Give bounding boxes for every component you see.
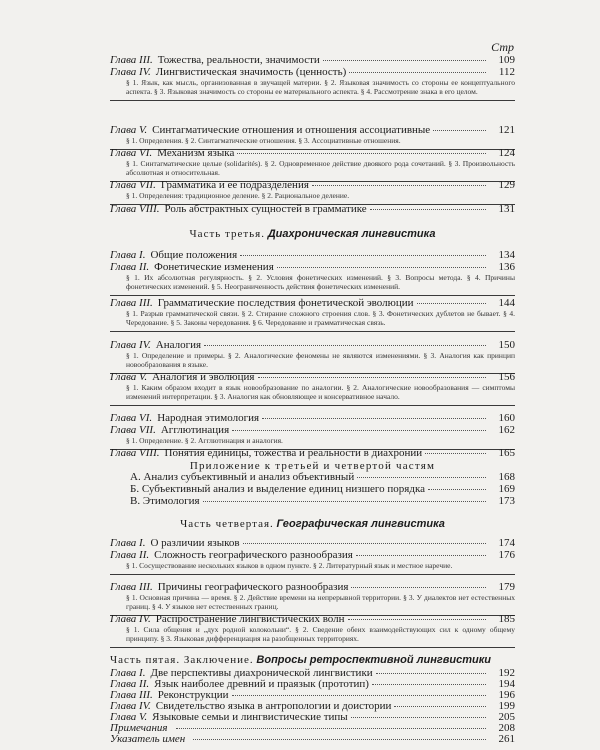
page-number: 165 xyxy=(498,447,515,459)
toc-entry xyxy=(110,538,515,549)
section-list: § 1. Синтагматические целые (solidarités). § 2. Одновременное действие двоякого рода сочетаний. § 3. Произвольность абсолютная и относительная. xyxy=(126,159,515,177)
page-number: 131 xyxy=(498,203,515,215)
toc-entry xyxy=(110,712,515,723)
part-heading xyxy=(110,654,515,666)
page-number: 124 xyxy=(498,147,515,159)
chapter-title: Аналогия xyxy=(155,339,202,351)
chapter-title: Язык наиболее древний и праязык (прототип) xyxy=(154,678,369,690)
leader-dots xyxy=(232,695,486,696)
leader-dots xyxy=(428,489,486,490)
toc-entry xyxy=(110,204,515,215)
page-number: 173 xyxy=(498,495,515,507)
leader-dots xyxy=(372,684,486,685)
leader-dots xyxy=(312,185,486,186)
leader-dots xyxy=(323,60,486,61)
chapter-title: Распространение лингвистических волн xyxy=(155,613,345,625)
toc-entry xyxy=(110,180,515,205)
chapter-label: Глава II. xyxy=(110,678,150,690)
appendix-item-title: В. Этимология xyxy=(130,495,200,507)
part-label: Часть пятая. Заключение. xyxy=(110,654,254,666)
leader-dots xyxy=(277,267,486,268)
chapter-title: Роль абстрактных сущностей в грамматике xyxy=(164,203,367,215)
chapter-label: Глава VI. xyxy=(110,412,153,424)
page-number: 134 xyxy=(498,249,515,261)
chapter-label: Глава VII. xyxy=(110,179,156,191)
part-label: Часть третья. xyxy=(189,228,265,240)
divider xyxy=(110,647,515,648)
chapter-title: Агглютинация xyxy=(160,424,230,436)
chapter-label: Глава IV. xyxy=(110,66,151,78)
part-title: Диахроническая лингвистика xyxy=(267,228,436,240)
chapter-label: Глава I. xyxy=(110,667,146,679)
part-title: Вопросы ретроспективной лингвистики xyxy=(256,654,492,666)
chapter-title: Сложность географического разнообразия xyxy=(154,549,353,561)
chapter-label: Примечания xyxy=(110,722,168,734)
chapter-label: Глава III. xyxy=(110,54,153,66)
part-heading xyxy=(110,228,515,240)
page-number: 176 xyxy=(498,549,515,561)
toc-entry xyxy=(110,148,515,182)
section-list: § 1. Определения: традиционное деление. § 2. Рациональное деление. xyxy=(126,191,350,200)
part-heading xyxy=(110,518,515,530)
chapter-label: Глава III. xyxy=(110,689,153,701)
section-list: § 1. Каким образом входит в язык новообразование по аналогии. § 2. Аналогические новообразования — симптомы изменений интерпретации. § 3. Аналогия как обновляющее и консервативное начало. xyxy=(126,383,515,401)
leader-dots xyxy=(232,430,486,431)
appendix-item-title: А. Анализ субъективный и анализ объективный xyxy=(130,471,355,483)
leader-dots xyxy=(237,153,486,154)
page-number: 136 xyxy=(498,261,515,273)
leader-dots xyxy=(193,739,486,740)
divider xyxy=(110,100,515,101)
chapter-label: Глава V. xyxy=(110,711,148,723)
page-number: 194 xyxy=(498,678,515,690)
leader-dots xyxy=(394,706,486,707)
divider xyxy=(110,574,515,575)
leader-dots xyxy=(348,619,486,620)
chapter-label: Глава II. xyxy=(110,549,150,561)
divider xyxy=(110,331,515,332)
chapter-title: Тожества, реальности, значимости xyxy=(157,54,320,66)
chapter-title: Причины географического разнообразия xyxy=(157,581,349,593)
section-list: § 1. Сосуществование нескольких языков в одном пункте. § 2. Литературный язык и местное наречие. xyxy=(126,561,453,570)
toc-entry xyxy=(110,614,515,648)
page-number: 156 xyxy=(498,371,515,383)
chapter-label: Глава VIII. xyxy=(110,203,160,215)
chapter-title: Народная этимология xyxy=(157,412,260,424)
toc-entry xyxy=(110,340,515,374)
section-list: § 1. Определение. § 2. Агглютинация и аналогия. xyxy=(126,436,283,445)
chapter-title: Реконструкции xyxy=(157,689,229,701)
chapter-label: Глава VII. xyxy=(110,424,156,436)
leader-dots xyxy=(357,477,486,478)
leader-dots xyxy=(425,453,486,454)
page-number: 150 xyxy=(498,339,515,351)
leader-dots xyxy=(433,130,486,131)
chapter-title: Грамматические последствия фонетической эволюции xyxy=(157,297,414,309)
chapter-label: Глава III. xyxy=(110,581,153,593)
leader-dots xyxy=(176,728,486,729)
toc-entry xyxy=(110,67,515,101)
chapter-label: Глава V. xyxy=(110,124,148,136)
chapter-label: Глава I. xyxy=(110,249,146,261)
page-number: 121 xyxy=(498,124,515,136)
page-number: 168 xyxy=(498,471,515,483)
leader-dots xyxy=(351,717,486,718)
chapter-label: Глава V. xyxy=(110,371,148,383)
toc-entry xyxy=(110,298,515,332)
page-number: 199 xyxy=(498,700,515,712)
leader-dots xyxy=(376,673,486,674)
page-number: 196 xyxy=(498,689,515,701)
chapter-label: Глава IV. xyxy=(110,700,151,712)
section-list: § 1. Сила общения и „дух родной колокольни“. § 2. Сведение обеих взаимодействующих сил к одному общему принципу. § 3. Языковая дифференциация на разобщенных территориях. xyxy=(126,625,515,643)
chapter-title: Две перспективы диахронической лингвистики xyxy=(150,667,373,679)
leader-dots xyxy=(349,72,486,73)
leader-dots xyxy=(203,501,486,502)
chapter-title: Механизм языка xyxy=(157,147,235,159)
chapter-title: Грамматика и ее подразделения xyxy=(160,179,309,191)
leader-dots xyxy=(240,255,486,256)
appendix-item xyxy=(130,484,515,495)
chapter-title: Фонетические изменения xyxy=(154,261,274,273)
page-number: 109 xyxy=(498,54,515,66)
divider xyxy=(110,405,515,406)
page-number: 129 xyxy=(498,179,515,191)
section-list: § 1. Язык, как мысль, организованная в звучащей материи. § 2. Языковая значимость со стороны ее концептуального аспекта. § 3. Языковая значимость со стороны ее материального аспекта. § 4. Рассмотрение знака в его целом. xyxy=(126,78,515,96)
section-list: § 1. Основная причина — время. § 2. Действие времени на непрерывной территории. § 3. У диалектов нет естественных границ. § 4. У языков нет естественных границ. xyxy=(126,593,515,611)
divider xyxy=(110,295,515,296)
chapter-label: Указатель имен xyxy=(110,733,186,745)
leader-dots xyxy=(351,587,486,588)
page-number: 208 xyxy=(498,722,515,734)
section-list: § 1. Определения. § 2. Синтагматические отношения. § 3. Ассоциативные отношения. xyxy=(126,136,401,145)
part-title: Географическая лингвистика xyxy=(276,518,445,530)
toc-entry xyxy=(110,55,515,66)
page-number: 174 xyxy=(498,537,515,549)
page-number: 205 xyxy=(498,711,515,723)
page-column-label: Стр xyxy=(491,40,514,54)
leader-dots xyxy=(243,543,486,544)
page-number: 179 xyxy=(498,581,515,593)
toc-entry xyxy=(110,372,515,406)
chapter-label: Глава II. xyxy=(110,261,150,273)
chapter-label: Глава IV. xyxy=(110,613,151,625)
page-number: 185 xyxy=(498,613,515,625)
appendix-heading: Приложение к третьей и четвертой частям xyxy=(189,460,436,472)
chapter-title: Аналогия и эволюция xyxy=(152,371,255,383)
chapter-label: Глава I. xyxy=(110,537,146,549)
chapter-title: Лингвистическая значимость (ценность) xyxy=(155,66,347,78)
page-number: 112 xyxy=(498,66,515,78)
chapter-title: Свидетельство языка в антропологии и доистории xyxy=(155,700,392,712)
leader-dots xyxy=(356,555,486,556)
toc-entry xyxy=(110,734,515,745)
leader-dots xyxy=(262,418,486,419)
chapter-label: Глава VI. xyxy=(110,147,153,159)
page-number: 144 xyxy=(498,297,515,309)
leader-dots xyxy=(417,303,486,304)
section-list: § 1. Их абсолютная регулярность. § 2. Условия фонетических изменений. § 3. Вопросы метода. § 4. Причины фонетических изменений. § 5. Неограниченность действия фонетических изменений. xyxy=(126,273,515,291)
appendix-item-title: Б. Субъективный анализ и выделение единиц низшего порядка xyxy=(130,483,426,495)
page-number: 160 xyxy=(498,412,515,424)
leader-dots xyxy=(204,345,486,346)
toc-entry xyxy=(110,250,515,261)
page-number: 261 xyxy=(498,733,515,745)
leader-dots xyxy=(370,209,486,210)
chapter-label: Глава III. xyxy=(110,297,153,309)
leader-dots xyxy=(258,377,487,378)
toc-entry xyxy=(110,262,515,296)
page-number: 169 xyxy=(498,483,515,495)
chapter-title: О различии языков xyxy=(150,537,240,549)
appendix-item xyxy=(130,472,515,483)
chapter-title: Общие положения xyxy=(150,249,238,261)
page-number: 162 xyxy=(498,424,515,436)
chapter-title: Языковые семьи и лингвистические типы xyxy=(152,711,348,723)
chapter-label: Глава VIII. xyxy=(110,447,160,459)
toc-entry xyxy=(110,550,515,575)
section-list: § 1. Разрыв грамматической связи. § 2. Стирание сложного строения слов. § 3. Фонетических дублетов не бывает. § 4. Чередование. § 5. Законы чередования. § 6. Чередование и грамматическая связь. xyxy=(126,309,515,327)
page-number: 192 xyxy=(498,667,515,679)
toc-entry xyxy=(110,582,515,616)
toc-entry xyxy=(110,413,515,424)
chapter-label: Глава IV. xyxy=(110,339,151,351)
chapter-title: Понятия единицы, тожества и реальности в диахронии xyxy=(164,447,423,459)
part-label: Часть четвертая. xyxy=(180,518,274,530)
appendix-item xyxy=(130,496,515,507)
chapter-title: Синтагматические отношения и отношения ассоциативные xyxy=(152,124,431,136)
toc-entry xyxy=(110,448,515,459)
section-list: § 1. Определение и примеры. § 2. Аналогические феномены не являются изменениями. § 3. Аналогия как принцип новообразования в языке. xyxy=(126,351,515,369)
